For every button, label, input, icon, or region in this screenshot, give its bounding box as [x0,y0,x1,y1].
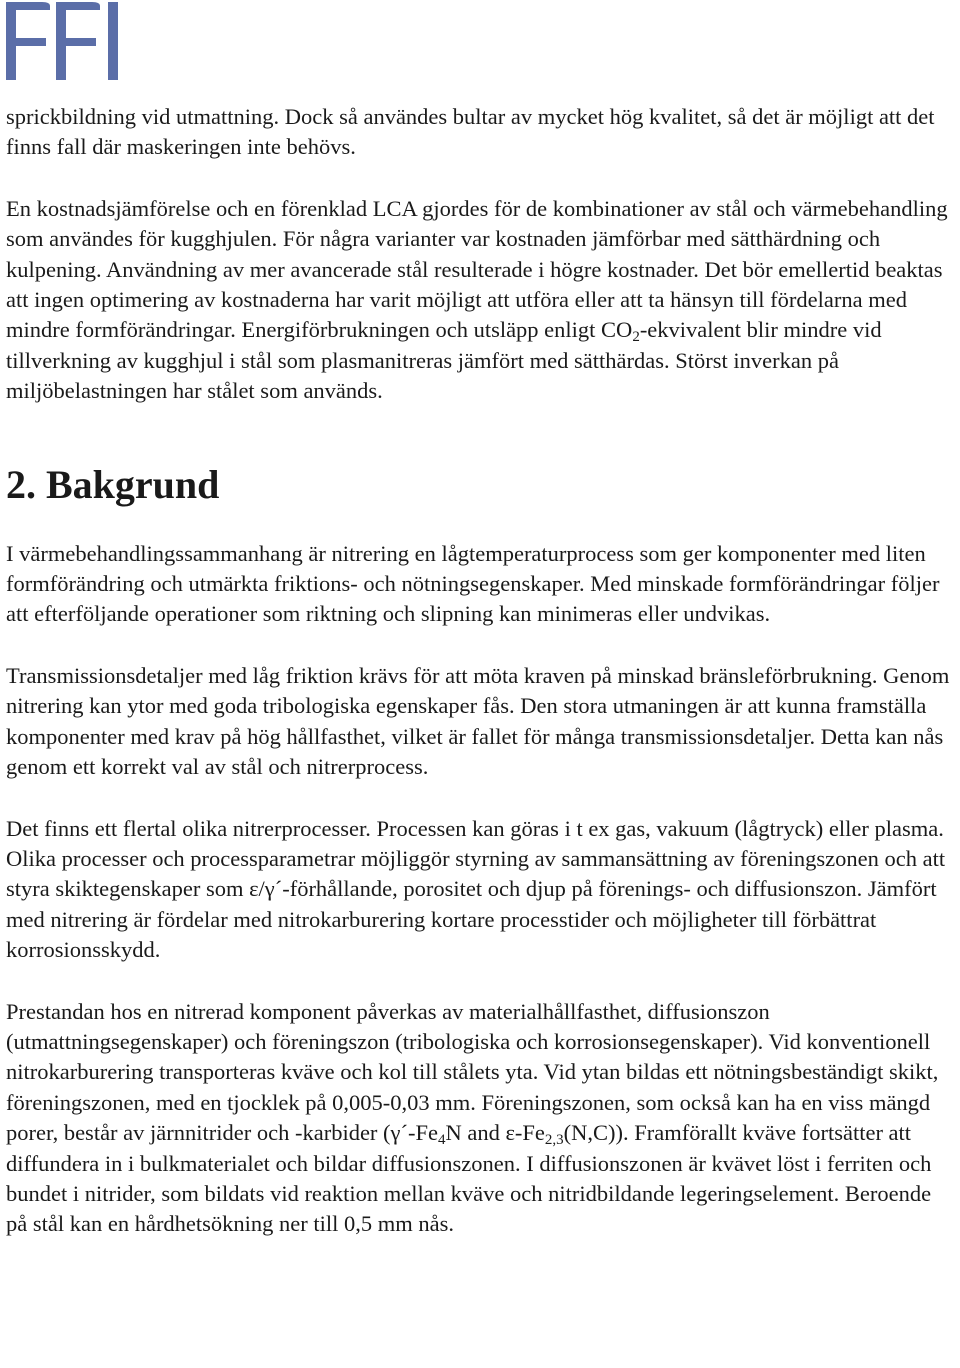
section-number: 2. [6,461,36,507]
section-heading [6,461,956,509]
paragraph-5: Det finns ett flertal olika nitrerprocesser. Processen kan göras i t ex gas, vakuum (lågtryck) eller plasma. Olika processer och processparametrar möjliggör styrning av sammansättning av föreningszonen och att styra skiktegenskaper som ε/γ´-förhållande, porositet och djup på förenings- och diffusionszon. Jämfört med nitrering är fördelar med nitrokarburering kortare processtider och möjligheter till förbättrat korrosionsskydd. [6,815,946,963]
paragraph-2: En kostnadsjämförelse och en förenklad LCA gjordes för de kombinationer av stål och värmebehandling som användes för kugghjulen. För några varianter var kostnaden jämförbar med sätthärdning och kulpening. Användning av mer avancerade stål resulterade i högre kostnader. Det bör emellertid beaktas att ingen optimering av kostnaderna har varit möjligt att utföra eller att ta hänsyn till fördelarna med mindre formförändringar. Energiförbrukningen och utsläpp enligt $CO_2$-ekvivalent blir mindre vid tillverkning av kugghjul i stål som plasmanitreras jämfört med sätthärdas. Störst inverkan på miljöbelastningen har stålet som används. [6,195,948,404]
paragraph-6: Prestandan hos en nitrerad komponent påverkas av materialhållfasthet, diffusionszon (utmattningsegenskaper) och föreningszon (tribologiska och korrosionsegenskaper). Vid konventionell nitrokarburering transporteras kväve och kol till stålets yta. Vid ytan bildas ett nötningsbeständigt skikt, föreningszonen, med en tjocklek på 0,005-0,03 mm. Föreningszonen, som också kan ha en viss mängd porer, består av järnnitrider och -karbider ($\gamma´-Fe_4N$ and $\varepsilon-Fe_{2,3}(N,C)$). Framförallt kväve fortsätter att diffundera in i bulkmaterialet och bildar diffusionszonen. I diffusionszonen är kvävet löst i ferriten och bundet i nitrider, som bildats vid reaktion mellan kväve och nitridbildande legeringselement. Beroende på stål kan en hårdhetsökning ner till 0,5 mm nås. [6,998,939,1237]
paragraph-3: I värmebehandlingssammanhang är nitrering en lågtemperaturprocess som ger komponenter med liten formförändring och utmärkta friktions- och nötningsegenskaper. Med minskade formförändringar följer att efterföljande operationer som riktning och slipning kan minimeras eller undvikas. [6,540,940,627]
paragraph-4: Transmissionsdetaljer med låg friktion krävs för att möta kraven på minskad bränsleförbrukning. Genom nitrering kan ytor med goda tribologiska egenskaper fås. Den stora utmaningen är att kunna framställa komponenter med krav på hög hållfasthet, vilket är fallet för många transmissionsdetaljer. Detta kan nås genom ett korrekt val av stål och nitrerprocess. [6,662,950,780]
paragraph-1: sprickbildning vid utmattning. Dock så användes bultar av mycket hög kvalitet, så det är möjligt att det finns fall där maskeringen inte behövs. [6,104,935,160]
section-title: Bakgrund [46,461,220,507]
ffi-logo [6,2,118,80]
document-body [6,102,956,1240]
